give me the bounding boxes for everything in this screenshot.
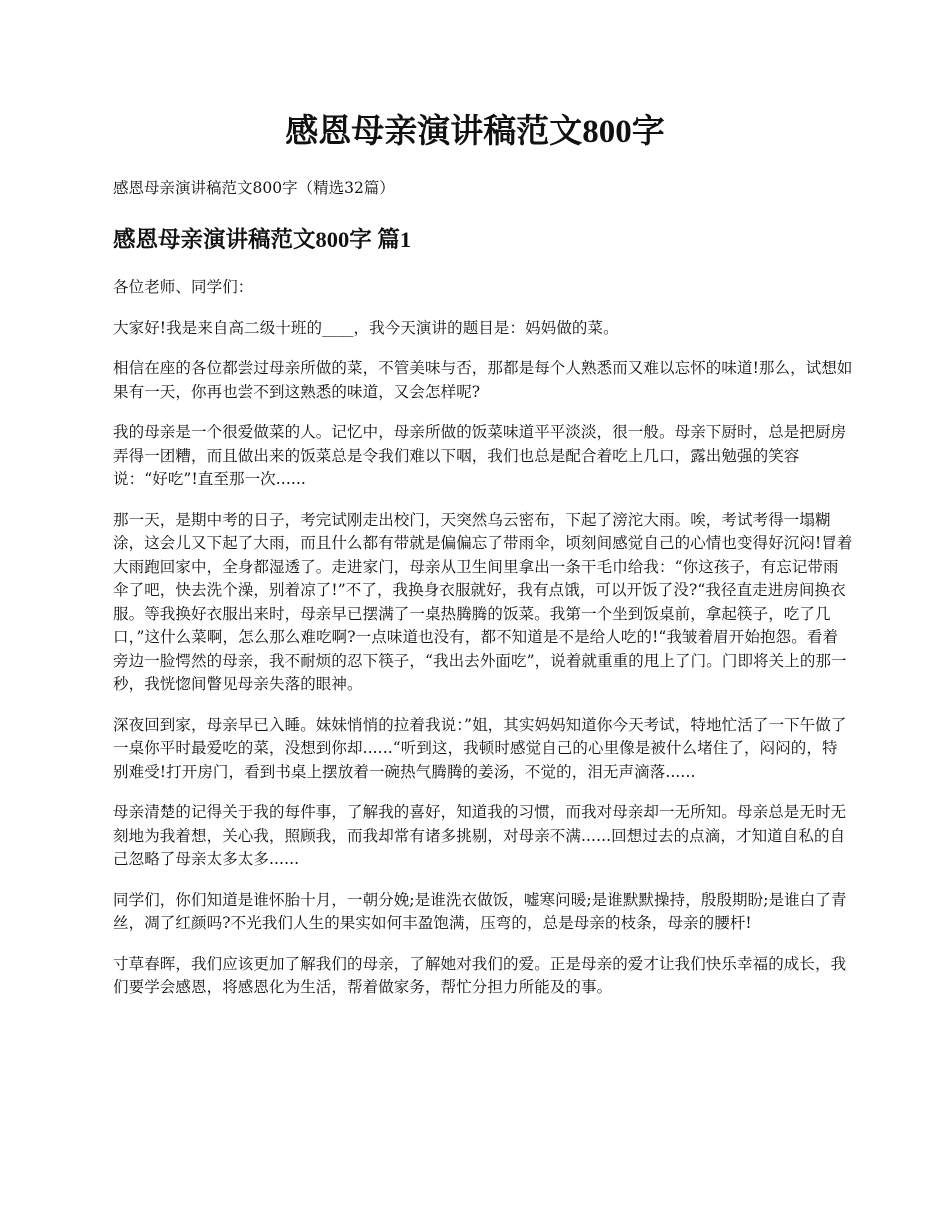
paragraph: 相信在座的各位都尝过母亲所做的菜，不管美味与否，那都是每个人熟悉而又难以忘怀的味道!那么，试想如果有一天，你再也尝不到这熟悉的味道，又会怎样呢? — [113, 359, 853, 401]
paragraph-intro: 大家好!我是来自高二级十班的____，我今天演讲的题目是：妈妈做的菜。 — [113, 318, 619, 337]
paragraph-greeting: 各位老师、同学们： — [113, 278, 254, 296]
document-page — [113, 108, 853, 1017]
document-title: 感恩母亲演讲稿范文800字 — [285, 114, 665, 150]
paragraph: 同学们，你们知道是谁怀胎十月，一朝分娩;是谁洗衣做饭，嘘寒问暖;是谁默默操持，殷殷期盼;是谁白了青丝，凋了红颜吗?不光我们人生的果实如何丰盈饱满，压弯的，总是母亲的枝条，母亲的腰杆! — [113, 890, 847, 932]
paragraph: 寸草春晖，我们应该更加了解我们的母亲，了解她对我们的爱。正是母亲的爱才让我们快乐幸福的成长，我们要学会感恩，将感恩化为生活，帮着做家务，帮忙分担力所能及的事。 — [113, 954, 847, 996]
document-subtitle: 感恩母亲演讲稿范文800字（精选32篇） — [113, 179, 395, 197]
section-heading: 感恩母亲演讲稿范文800字 篇1 — [113, 227, 412, 252]
paragraph: 母亲清楚的记得关于我的每件事，了解我的喜好，知道我的习惯，而我对母亲却一无所知。母亲总是无时无刻地为我着想，关心我，照顾我，而我却常有诸多挑剔，对母亲不满......回想过去的点滴，才知道自私的自己忽略了母亲太多太多...... — [113, 803, 847, 868]
paragraph: 深夜回到家，母亲早已入睡。妹妹悄悄的拉着我说：”姐，其实妈妈知道你今天考试，特地忙活了一下午做了一桌你平时最爱吃的菜，没想到你却......“听到这，我顿时感觉自己的心里像是被什么堵住了，闷闷的，特别难受!打开房门，看到书桌上摆放着一碗热气腾腾的姜汤，不觉的，泪无声滴落...... — [113, 715, 847, 781]
paragraph: 我的母亲是一个很爱做菜的人。记忆中，母亲所做的饭菜味道平平淡淡，很一般。母亲下厨时，总是把厨房弄得一团糟，而且做出来的饭菜总是令我们难以下咽，我们也总是配合着吃上几口，露出勉强的笑容说：“好吃”!直至那一次...... — [113, 423, 847, 488]
paragraph: 那一天，是期中考的日子，考完试刚走出校门，天突然乌云密布，下起了滂沱大雨。唉，考试考得一塌糊涂，这会儿又下起了大雨，而且什么都有带就是偏偏忘了带雨伞，顷刻间感觉自己的心情也变得好沉闷!冒着大雨跑回家中，全身都湿透了。走进家门，母亲从卫生间里拿出一条干毛巾给我：“你这孩子，有忘记带雨伞了吧，快去洗个澡，别着凉了!”不了，我换身衣服就好，我有点饿，可以开饭了没?“我径直走进房间换衣服。等我换好衣服出来时，母亲早已摆满了一桌热腾腾的饭菜。我第一个坐到饭桌前，拿起筷子，吃了几口，”这什么菜啊，怎么那么难吃啊?一点味道也没有，都不知道是不是给人吃的!“我皱着眉开始抱怨。看着旁边一脸愕然的母亲，我不耐烦的忍下筷子，“我出去外面吃”，说着就重重的甩上了门。门即将关上的那一秒，我恍惚间瞥见母亲失落的眼神。 — [113, 510, 853, 693]
